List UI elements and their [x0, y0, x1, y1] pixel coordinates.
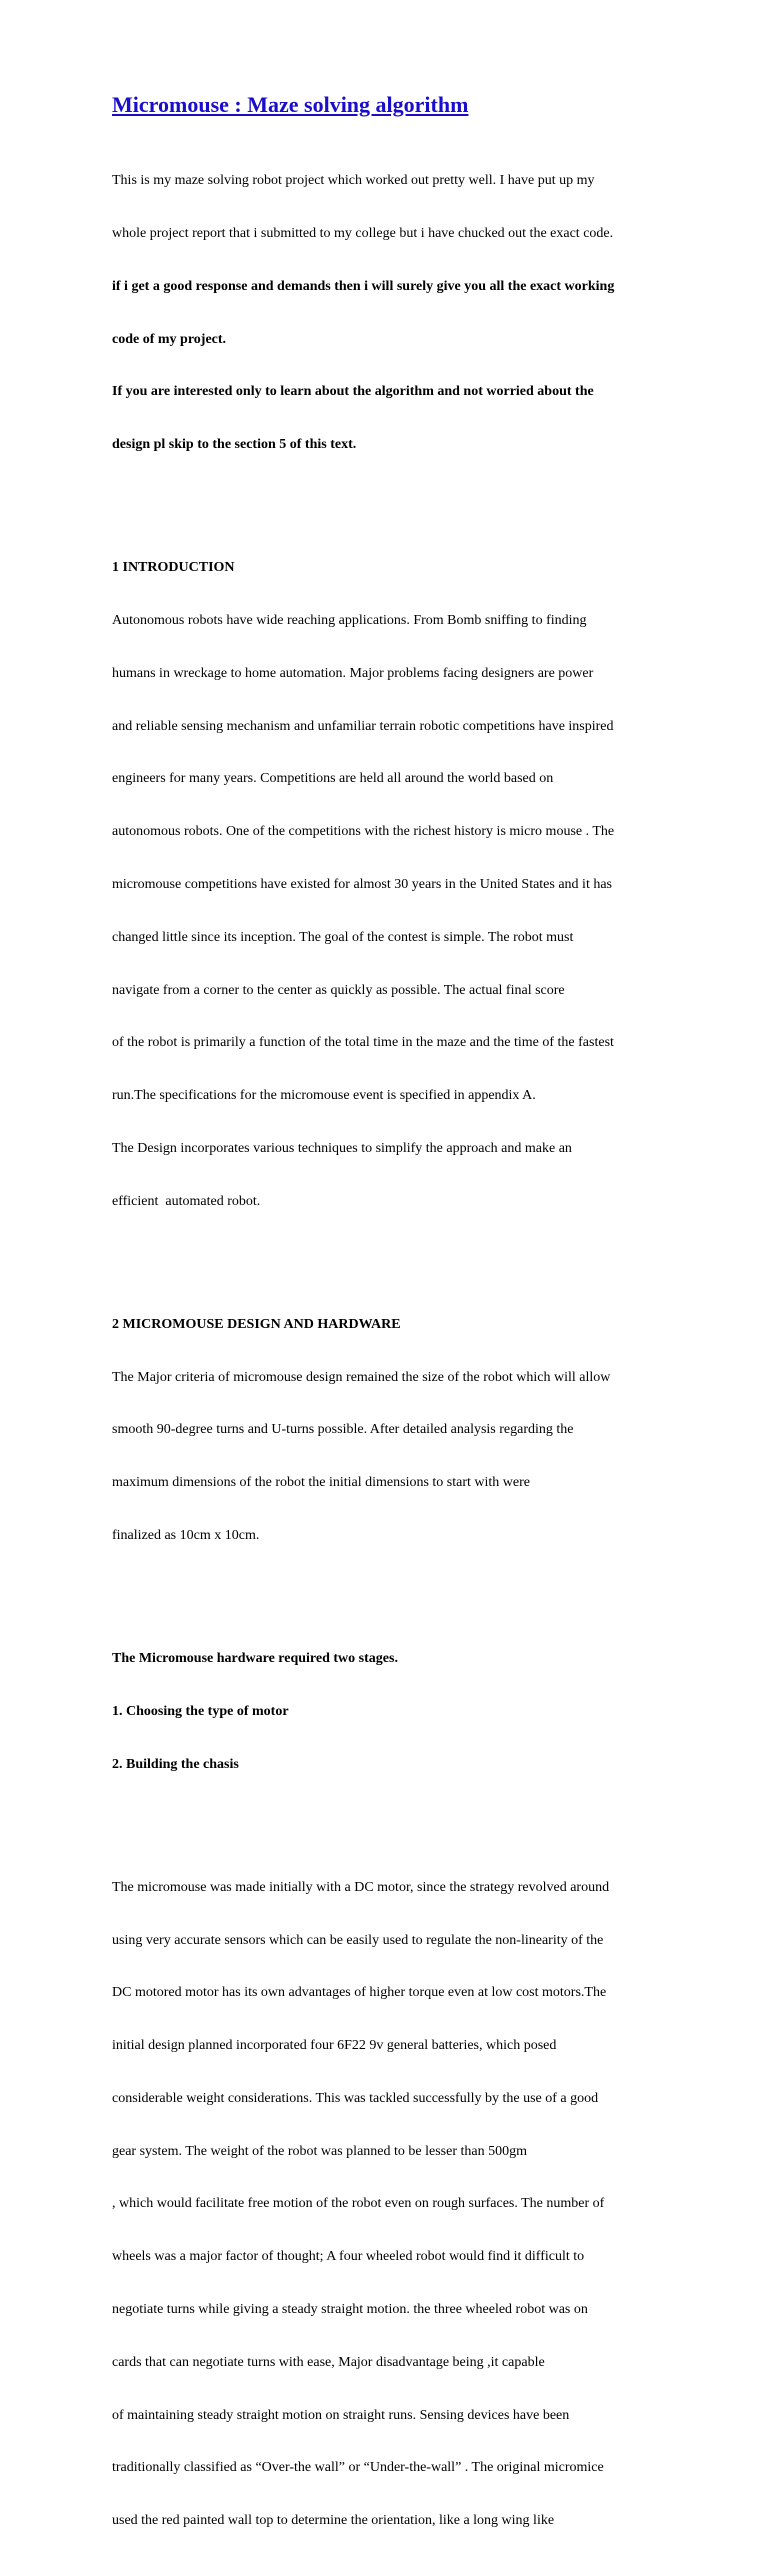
paragraph-gap: [112, 1808, 657, 1826]
paragraph-line: maximum dimensions of the robot the initial dimensions to start with were: [112, 1475, 530, 1491]
paragraph-line: smooth 90-degree turns and U-turns possible. After detailed analysis regarding the: [112, 1422, 574, 1438]
paragraph-line: using very accurate sensors which can be easily used to regulate the non-linearity of the: [112, 1932, 604, 1948]
intro-line: This is my maze solving robot project which worked out pretty well. I have put up my: [112, 173, 595, 189]
paragraph-line: wheels was a major factor of thought; A four wheeled robot would find it difficult to: [112, 2249, 585, 2265]
intro-bold-line: If you are interested only to learn about the algorithm and not worried about the: [112, 384, 594, 400]
paragraph-line: cards that can negotiate turns with ease, Major disadvantage being ,it capable: [112, 2354, 545, 2370]
document-body: [112, 137, 657, 2565]
paragraph-line: autonomous robots. One of the competitions with the richest history is micro mouse . The: [112, 824, 615, 840]
paragraph-line: micromouse competitions have existed for almost 30 years in the United States and it has: [112, 876, 613, 892]
paragraph-line: The micromouse was made initially with a DC motor, since the strategy revolved around: [112, 1879, 610, 1895]
paragraph-line: Autonomous robots have wide reaching applications. From Bomb sniffing to finding: [112, 613, 587, 629]
paragraph-gap: [112, 1245, 657, 1263]
intro-bold-line: code of my project.: [112, 331, 227, 347]
paragraph-line: changed little since its inception. The goal of the contest is simple. The robot must: [112, 929, 574, 945]
paragraph-line: humans in wreckage to home automation. Major problems facing designers are power: [112, 665, 594, 681]
paragraph-line: used the red painted wall top to determine the orientation, like a long wing like: [112, 2513, 555, 2529]
paragraph-line: considerable weight considerations. This was tackled successfully by the use of a good: [112, 2090, 599, 2106]
paragraph-line: , which would facilitate free motion of the robot even on rough surfaces. The number of: [112, 2196, 605, 2212]
paragraph-line: traditionally classified as “Over-the wall” or “Under-the-wall” . The original micromice: [112, 2460, 604, 2476]
paragraph-line: DC motored motor has its own advantages of higher torque even at low cost motors.The: [112, 1985, 607, 2001]
paragraph-line: The Design incorporates various techniques to simplify the approach and make an: [112, 1140, 572, 1156]
paragraph-line: efficient automated robot.: [112, 1193, 261, 1209]
hardware-stages-line: 2. Building the chasis: [112, 1756, 239, 1772]
paragraph-line: negotiate turns while giving a steady straight motion. the three wheeled robot was on: [112, 2302, 588, 2318]
paragraph-line: initial design planned incorporated four 6F22 9v general batteries, which posed: [112, 2038, 557, 2054]
paragraph-line: engineers for many years. Competitions are held all around the world based on: [112, 771, 554, 787]
paragraph-line: of the robot is primarily a function of the total time in the maze and the time of the fastest: [112, 1035, 614, 1051]
page-title-link[interactable]: Micromouse : Maze solving algorithm: [112, 92, 469, 117]
hardware-stages-line: The Micromouse hardware required two stages.: [112, 1651, 398, 1667]
section-heading-design-hardware: 2 MICROMOUSE DESIGN AND HARDWARE: [112, 1316, 401, 1332]
paragraph-line: and reliable sensing mechanism and unfamiliar terrain robotic competitions have inspired: [112, 718, 614, 734]
section-heading-introduction: 1 INTRODUCTION: [112, 560, 235, 576]
intro-line: whole project report that i submitted to my college but i have chucked out the exact code.: [112, 225, 614, 241]
paragraph-line: of maintaining steady straight motion on straight runs. Sensing devices have been: [112, 2407, 570, 2423]
paragraph-line: finalized as 10cm x 10cm.: [112, 1527, 260, 1543]
paragraph-line: The Major criteria of micromouse design remained the size of the robot which will allow: [112, 1369, 611, 1385]
paragraph-line: navigate from a corner to the center as quickly as possible. The actual final score: [112, 982, 565, 998]
paragraph-line: run.The specifications for the micromouse event is specified in appendix A.: [112, 1088, 536, 1104]
paragraph-line: gear system. The weight of the robot was planned to be lesser than 500gm: [112, 2143, 527, 2159]
paragraph-gap: [112, 1580, 657, 1598]
hardware-stages-line: 1. Choosing the type of motor: [112, 1703, 289, 1719]
intro-bold-line: if i get a good response and demands then i will surely give you all the exact working: [112, 278, 615, 294]
paragraph-gap: [112, 489, 657, 507]
intro-bold-line: design pl skip to the section 5 of this text.: [112, 437, 357, 453]
